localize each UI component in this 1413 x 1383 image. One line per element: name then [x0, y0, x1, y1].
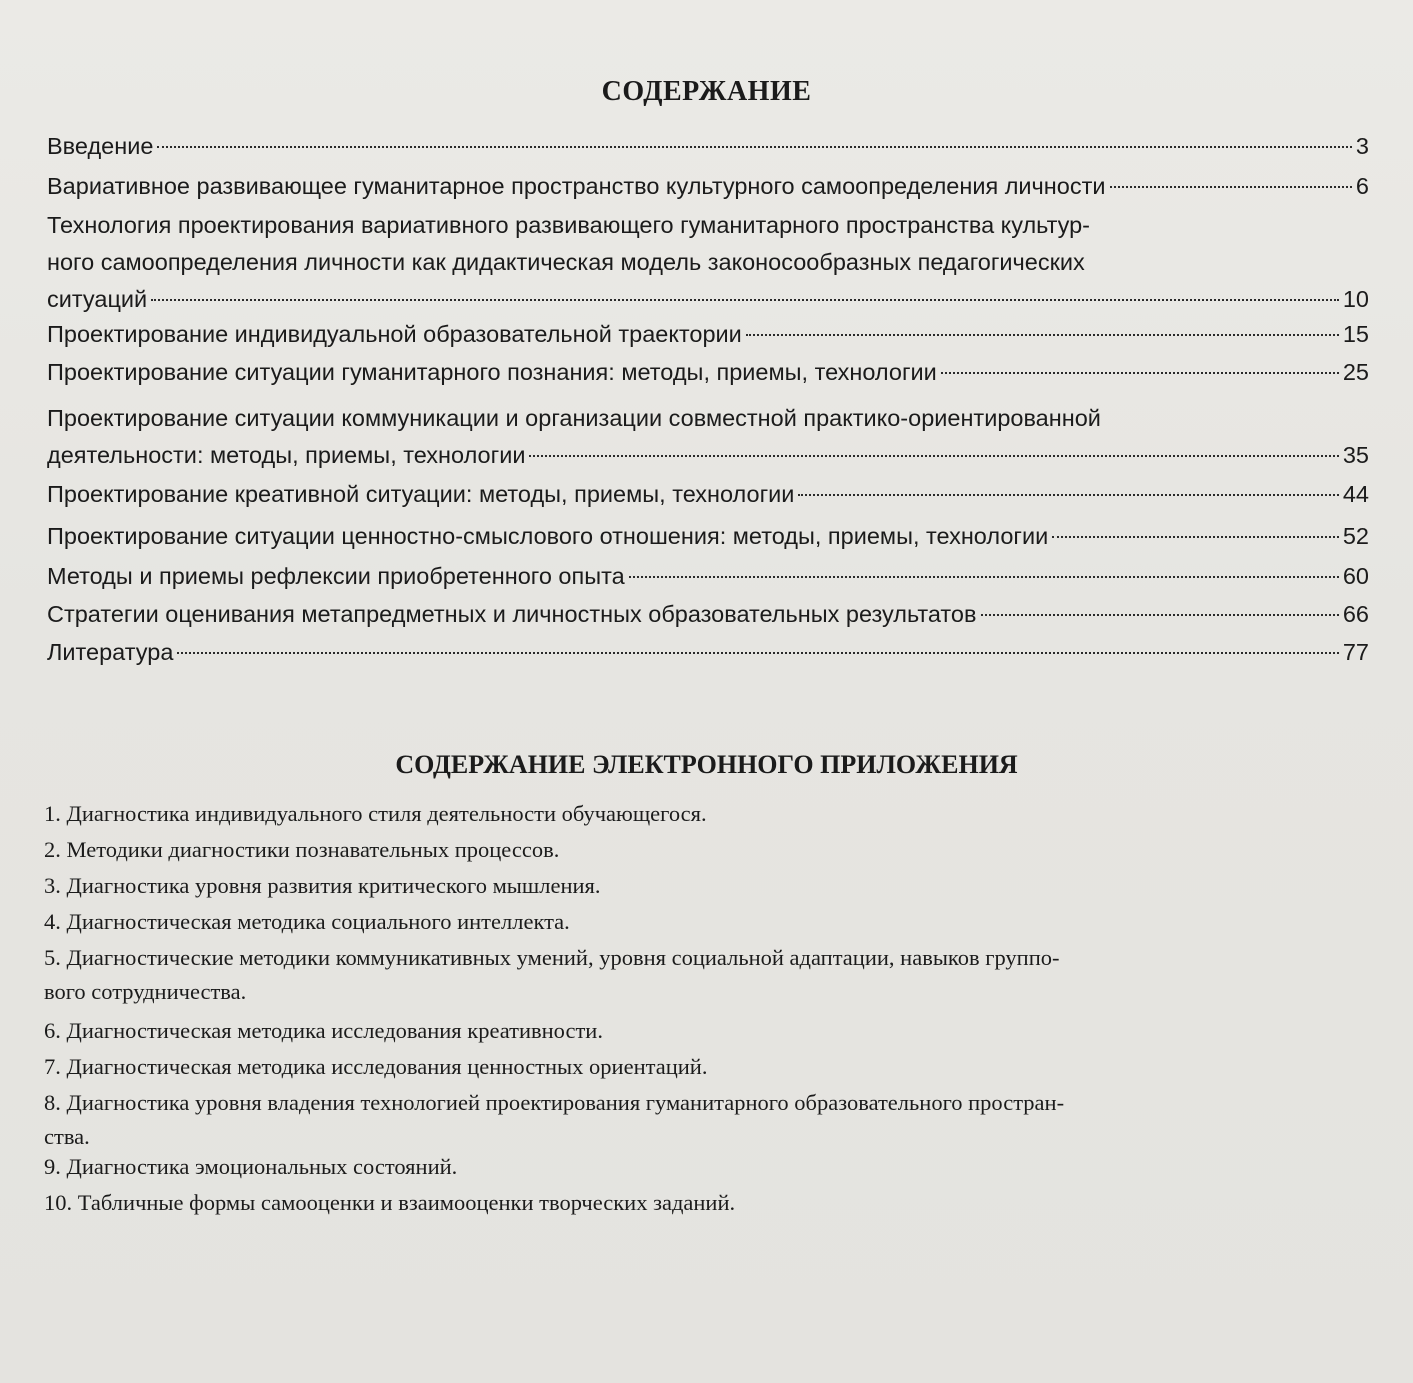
appendix-item — [44, 1186, 1334, 1220]
appendix-item-line: 4. Диагностическая методика социального интеллекта. — [44, 909, 570, 934]
dot-leader — [798, 494, 1338, 496]
toc-entry — [47, 596, 1369, 633]
appendix-item-line: 6. Диагностическая методика исследования креативности. — [44, 1018, 603, 1043]
dot-leader — [177, 652, 1338, 654]
toc-page-number: 25 — [1342, 359, 1369, 385]
toc-page-number: 60 — [1342, 563, 1369, 589]
toc-entry-text: деятельности: методы, приемы, технологии — [47, 442, 526, 468]
toc-entry — [47, 354, 1369, 391]
toc-entry — [47, 634, 1369, 671]
toc-entry-text: Проектирование индивидуальной образовательной траектории — [47, 321, 742, 347]
toc-page-number: 77 — [1342, 639, 1369, 665]
toc-title: СОДЕРЖАНИЕ — [601, 76, 812, 107]
dot-leader — [529, 455, 1338, 457]
toc-entry-text: Проектирование креативной ситуации: методы, приемы, технологии — [47, 481, 795, 507]
toc-entry-line — [47, 400, 1369, 437]
appendix-item-line: 10. Табличные формы самооценки и взаимооценки творческих заданий. — [44, 1190, 736, 1215]
toc-entry — [47, 168, 1369, 205]
toc-entry — [47, 207, 1369, 318]
toc-entry-text: Проектирование ситуации гуманитарного познания: методы, приемы, технологии — [47, 359, 937, 385]
toc-page-number: 10 — [1342, 286, 1369, 312]
toc-entry-text: Литература — [47, 639, 174, 665]
toc-entry — [47, 558, 1369, 595]
toc-entry-line — [47, 518, 1369, 555]
dot-leader — [941, 372, 1339, 374]
toc-entry-line — [47, 558, 1369, 595]
toc-page-number: 66 — [1342, 601, 1369, 627]
toc-page-number: 44 — [1342, 481, 1369, 507]
appendix-item — [44, 941, 1334, 1009]
toc-entry-line — [47, 437, 1369, 474]
dot-leader — [981, 614, 1339, 616]
toc-entry — [47, 518, 1369, 555]
toc-entry-text: Проектирование ситуации коммуникации и организации совместной практико-ориентированной — [47, 405, 1101, 431]
toc-entry-line — [47, 207, 1369, 244]
appendix-item-line: 5. Диагностические методики коммуникативных умений, уровня социальной адаптации, навыков группо- — [44, 945, 1060, 970]
toc-entry-text: ситуаций — [47, 286, 148, 312]
toc-entry-text: ного самоопределения личности как дидактическая модель законосообразных педагогических — [47, 249, 1085, 275]
appendix-item — [44, 797, 1334, 831]
toc-page-number: 35 — [1342, 442, 1369, 468]
toc-entry — [47, 316, 1369, 353]
appendix-item — [44, 905, 1334, 939]
toc-page-number: 3 — [1355, 133, 1369, 159]
toc-entry-line — [47, 244, 1369, 281]
toc-entry-line — [47, 354, 1369, 391]
toc-page-number: 6 — [1355, 173, 1369, 199]
dot-leader — [1052, 536, 1339, 538]
appendix-item — [44, 833, 1334, 867]
toc-entry — [47, 128, 1369, 165]
toc-entry — [47, 476, 1369, 513]
appendix-item — [44, 1150, 1334, 1184]
toc-entry-line — [47, 281, 1369, 318]
dot-leader — [1110, 186, 1352, 188]
toc-page-number: 15 — [1342, 321, 1369, 347]
appendix-item-line: ства. — [44, 1124, 90, 1149]
dot-leader — [151, 299, 1339, 301]
toc-entry-text: Стратегии оценивания метапредметных и личностных образовательных результатов — [47, 601, 977, 627]
toc-entry-text: Введение — [47, 133, 154, 159]
dot-leader — [629, 576, 1339, 578]
toc-entry-text: Методы и приемы рефлексии приобретенного опыта — [47, 563, 625, 589]
appendix-item-line: 7. Диагностическая методика исследования ценностных ориентаций. — [44, 1054, 708, 1079]
appendix-item-line: 3. Диагностика уровня развития критического мышления. — [44, 873, 601, 898]
appendix-item — [44, 1050, 1334, 1084]
appendix-item-line: вого сотрудничества. — [44, 979, 247, 1004]
toc-page-number: 52 — [1342, 523, 1369, 549]
toc-entry-line — [47, 316, 1369, 353]
dot-leader — [746, 334, 1339, 336]
toc-entry-text: Технология проектирования вариативного развивающего гуманитарного пространства культур- — [47, 212, 1090, 238]
toc-entry-line — [47, 596, 1369, 633]
appendix-item — [44, 1086, 1334, 1154]
toc-entry-text: Проектирование ситуации ценностно-смыслового отношения: методы, приемы, технологии — [47, 523, 1049, 549]
appendix-item — [44, 1014, 1334, 1048]
toc-entry-line — [47, 476, 1369, 513]
toc-entry — [47, 400, 1369, 474]
appendix-item-line: 2. Методики диагностики познавательных процессов. — [44, 837, 560, 862]
toc-entry-text: Вариативное развивающее гуманитарное пространство культурного самоопределения личности — [47, 173, 1106, 199]
toc-entry-line — [47, 634, 1369, 671]
appendix-item — [44, 869, 1334, 903]
toc-entry-line — [47, 168, 1369, 205]
dot-leader — [157, 146, 1352, 148]
appendix-item-line: 1. Диагностика индивидуального стиля деятельности обучающегося. — [44, 801, 707, 826]
appendix-item-line: 9. Диагностика эмоциональных состояний. — [44, 1154, 458, 1179]
appendix-title: СОДЕРЖАНИЕ ЭЛЕКТРОННОГО ПРИЛОЖЕНИЯ — [395, 750, 1018, 779]
appendix-item-line: 8. Диагностика уровня владения технологией проектирования гуманитарного образовательного простран- — [44, 1090, 1065, 1115]
toc-entry-line — [47, 128, 1369, 165]
